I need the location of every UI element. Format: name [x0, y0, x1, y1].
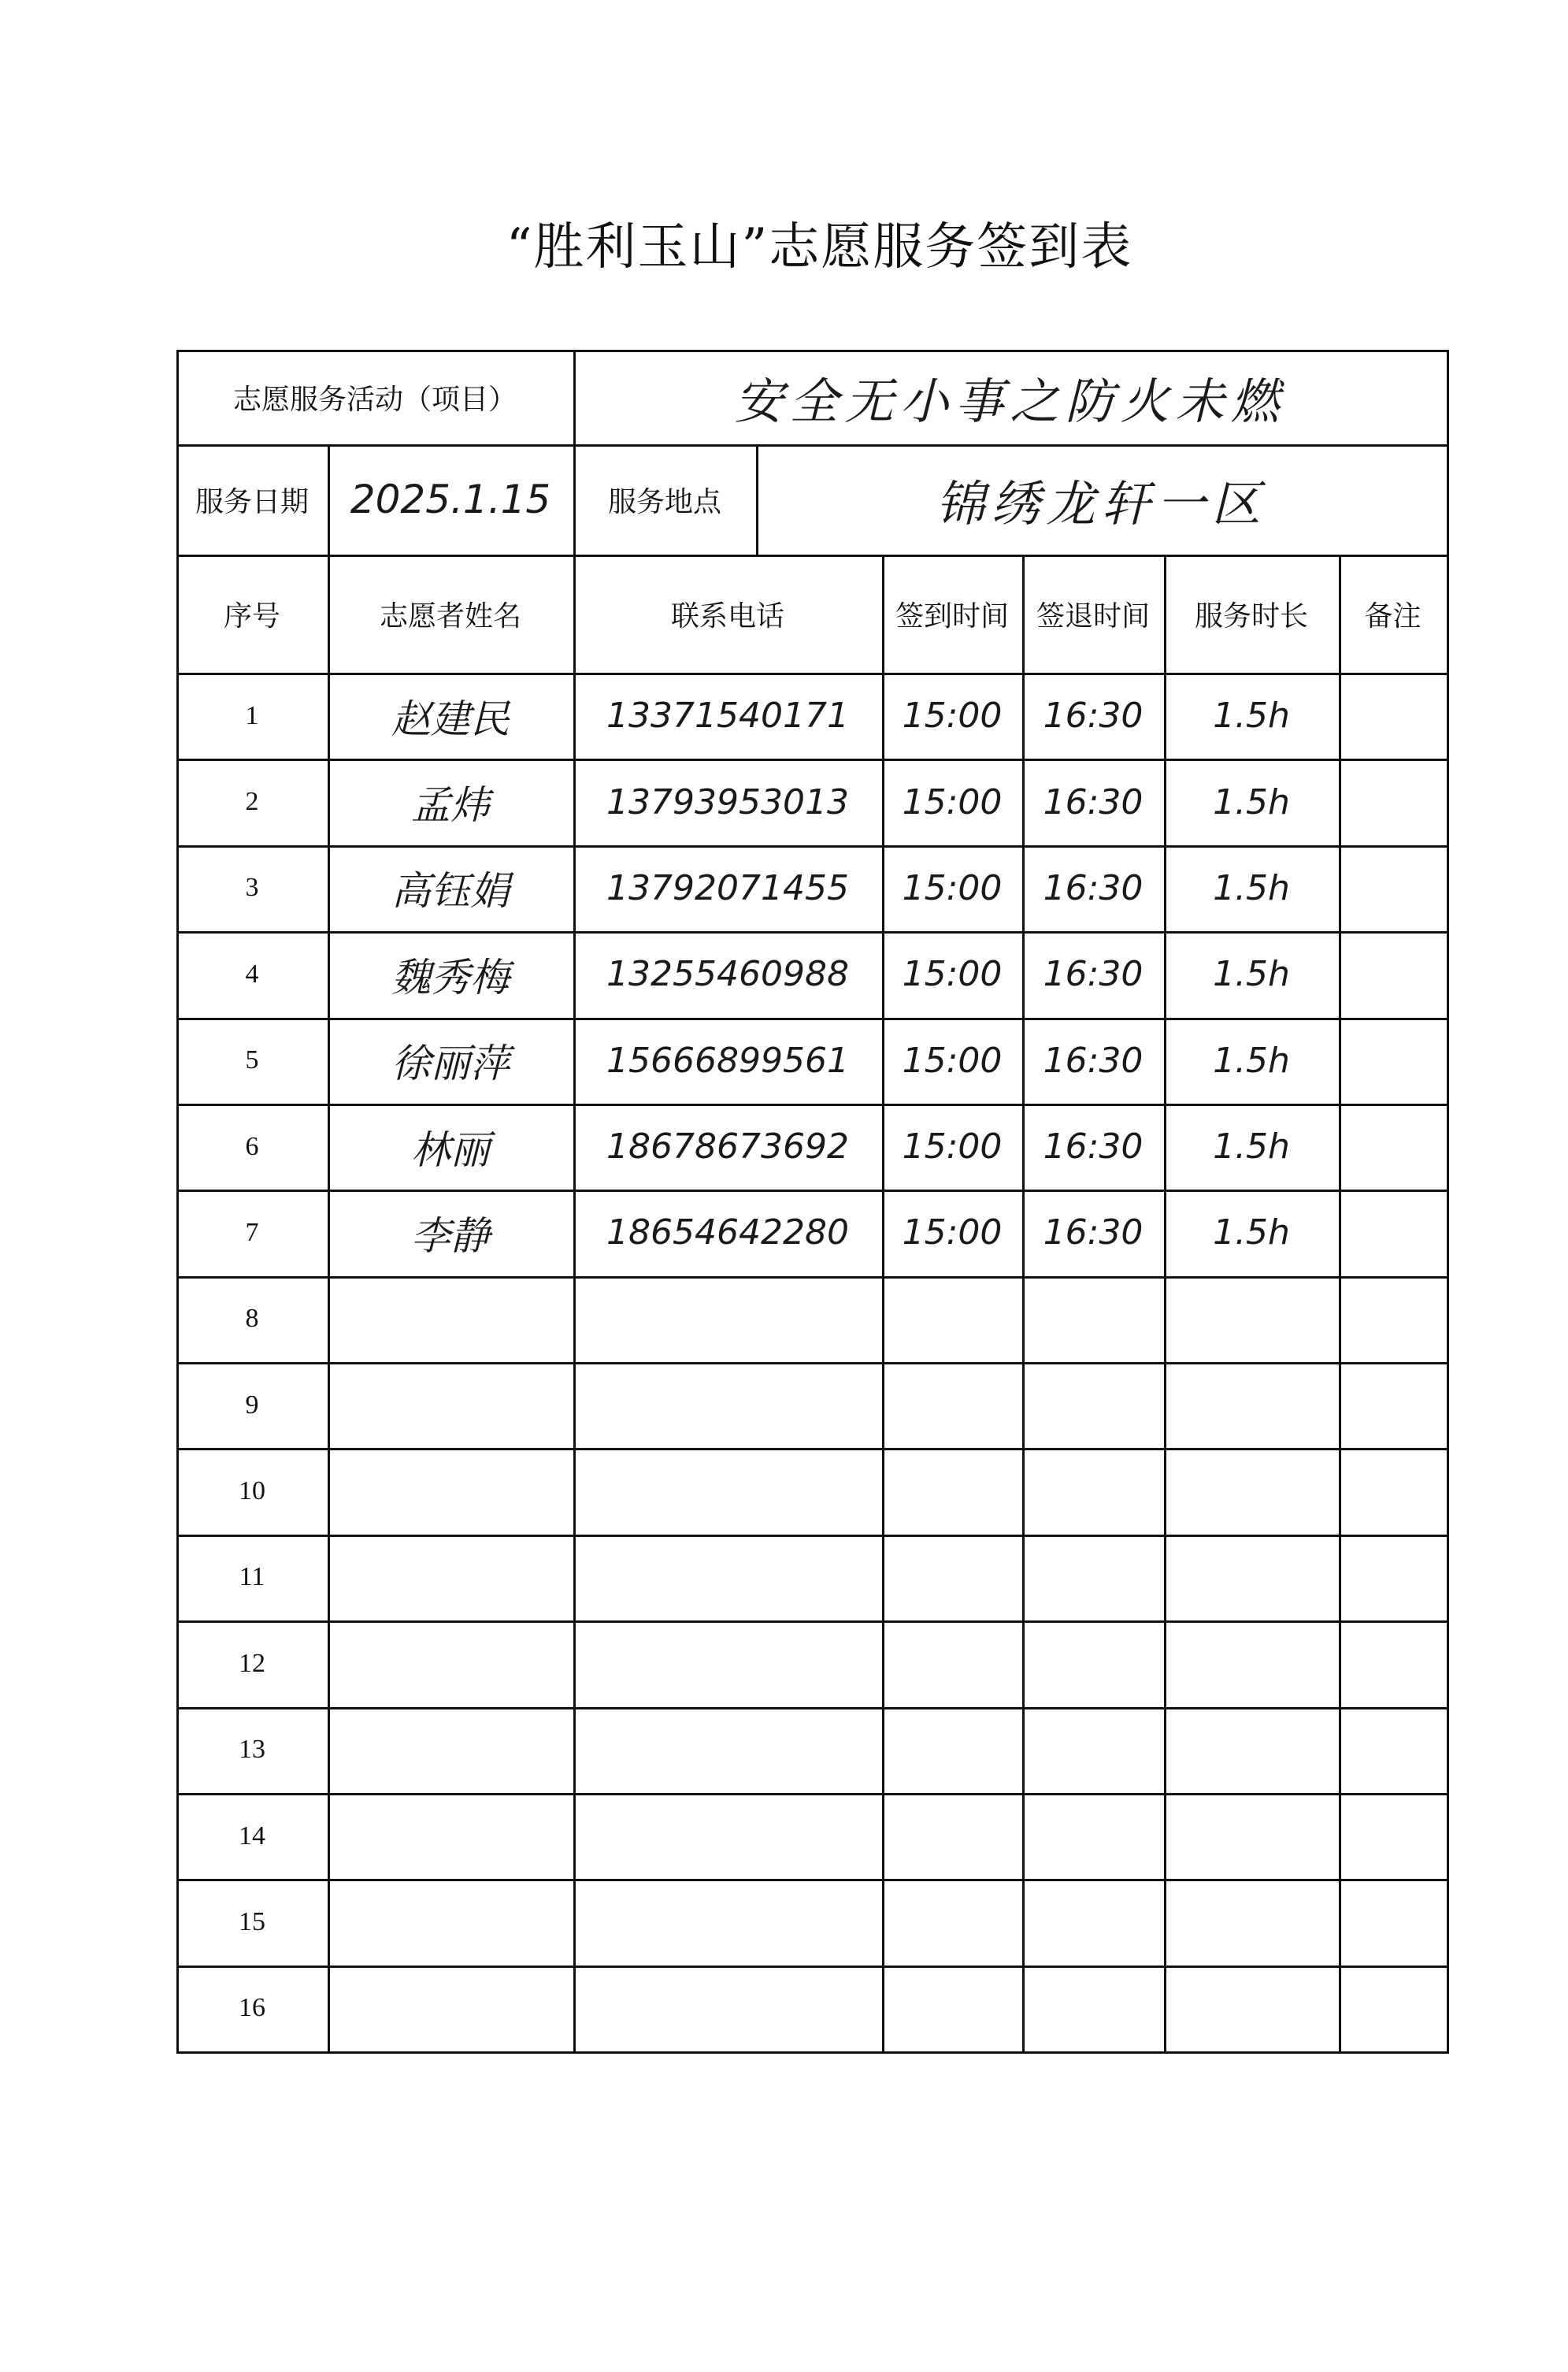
row-no: 11 — [239, 1562, 265, 1592]
row-no: 10 — [239, 1476, 265, 1506]
row-note — [1339, 1448, 1447, 1534]
location-label: 服务地点 — [607, 485, 721, 518]
row-no: 14 — [239, 1821, 265, 1850]
row-note — [1339, 1276, 1447, 1362]
row-service-hours — [1164, 1362, 1339, 1448]
row-note — [1339, 1966, 1447, 2051]
row-divider — [176, 1190, 1447, 1192]
row-phone: 13255460988 — [606, 954, 849, 995]
header-service-hours: 服务时长 — [1194, 599, 1308, 633]
header-name: 志愿者姓名 — [379, 599, 521, 633]
row-service-hours — [1164, 1966, 1339, 2051]
header-note: 备注 — [1364, 599, 1422, 633]
row-name: 林丽 — [411, 1127, 490, 1173]
row-sign-in-time: 15:00 — [902, 867, 1003, 908]
row-divider — [176, 1448, 1447, 1450]
row-service-hours: 1.5h — [1213, 954, 1290, 995]
row-sign-in-time — [882, 1276, 1022, 1362]
column-divider — [573, 555, 576, 2051]
row-note — [1339, 673, 1447, 759]
row-phone — [573, 1966, 882, 2051]
column-divider — [882, 555, 884, 2051]
row-divider — [176, 1104, 1447, 1106]
row-sign-in-time — [882, 1707, 1022, 1793]
activity-value: 安全无小事之防火未燃 — [734, 372, 1286, 430]
row-note — [1339, 1707, 1447, 1793]
row-no: 2 — [245, 787, 259, 817]
row-sign-out-time — [1022, 1966, 1164, 2051]
row-sign-in-time: 15:00 — [902, 1127, 1003, 1167]
row-no: 9 — [245, 1390, 259, 1420]
row-no: 12 — [239, 1648, 265, 1678]
row-sign-in-time — [882, 1793, 1022, 1879]
row-service-hours — [1164, 1448, 1339, 1534]
row-phone: 18654642280 — [606, 1212, 849, 1253]
row-sign-in-time — [882, 1966, 1022, 2051]
row-note — [1339, 1620, 1447, 1706]
row-phone: 18678673692 — [606, 1127, 849, 1167]
header-sign-out-time: 签退时间 — [1036, 599, 1150, 633]
row-sign-out-time — [1022, 1707, 1164, 1793]
row-sign-out-time — [1022, 1448, 1164, 1534]
row-sign-out-time: 16:30 — [1043, 1212, 1144, 1253]
row-name — [328, 1966, 573, 2051]
row-name — [328, 1362, 573, 1448]
row-phone — [573, 1276, 882, 1362]
row-sign-out-time — [1022, 1362, 1164, 1448]
row-service-hours — [1164, 1535, 1339, 1620]
row-service-hours: 1.5h — [1213, 1212, 1290, 1253]
row-sign-in-time — [882, 1879, 1022, 1965]
row-name — [328, 1707, 573, 1793]
row-sign-out-time: 16:30 — [1043, 1040, 1144, 1081]
row-name — [328, 1276, 573, 1362]
row-service-hours: 1.5h — [1213, 1127, 1290, 1167]
row-phone: 13792071455 — [606, 867, 849, 908]
column-divider — [1164, 555, 1166, 2051]
location-value: 锦绣龙轩一区 — [936, 474, 1267, 533]
row-sign-out-time: 16:30 — [1043, 781, 1144, 822]
divider-location-col — [756, 444, 758, 555]
row-phone — [573, 1620, 882, 1706]
row-note — [1339, 1879, 1447, 1965]
row-note — [1339, 1018, 1447, 1104]
column-divider — [1339, 555, 1341, 2051]
header-phone: 联系电话 — [670, 599, 784, 633]
row-divider — [176, 1276, 1447, 1279]
row-sign-out-time: 16:30 — [1043, 954, 1144, 995]
row-service-hours — [1164, 1276, 1339, 1362]
sign-in-sheet — [176, 350, 1447, 2051]
row-service-hours — [1164, 1620, 1339, 1706]
row-sign-in-time — [882, 1448, 1022, 1534]
row-no: 7 — [245, 1217, 259, 1247]
column-divider — [1022, 555, 1025, 2051]
row-divider — [176, 1966, 1447, 1968]
row-service-hours: 1.5h — [1213, 781, 1290, 822]
row-no: 8 — [245, 1304, 259, 1334]
row-phone — [573, 1707, 882, 1793]
row-no: 16 — [239, 1993, 265, 2023]
row-no: 6 — [245, 1131, 259, 1161]
column-divider — [328, 555, 330, 2051]
row-phone — [573, 1362, 882, 1448]
row-sign-out-time — [1022, 1620, 1164, 1706]
row-name — [328, 1535, 573, 1620]
page-title: “胜利玉山”志愿服务签到表 — [506, 218, 1133, 277]
row-name — [328, 1620, 573, 1706]
row-no: 4 — [245, 959, 259, 989]
row-name: 高钰娟 — [391, 868, 510, 915]
row-sign-in-time — [882, 1535, 1022, 1620]
row-note — [1339, 1535, 1447, 1620]
row-sign-in-time — [882, 1362, 1022, 1448]
divider-activity-col — [573, 350, 576, 555]
row-service-hours — [1164, 1879, 1339, 1965]
row-service-hours — [1164, 1793, 1339, 1879]
row-name — [328, 1793, 573, 1879]
row-note — [1339, 1793, 1447, 1879]
row-note — [1339, 1104, 1447, 1190]
row-note — [1339, 845, 1447, 931]
row-name — [328, 1448, 573, 1534]
row-note — [1339, 759, 1447, 844]
row-name: 赵建民 — [391, 696, 510, 742]
row-sign-out-time — [1022, 1276, 1164, 1362]
border-right — [1447, 350, 1449, 2054]
row-no: 1 — [245, 700, 259, 730]
row-name: 李静 — [411, 1212, 490, 1259]
row-divider — [176, 1879, 1447, 1881]
row-phone — [573, 1535, 882, 1620]
row-sign-out-time: 16:30 — [1043, 696, 1144, 737]
row-note — [1339, 1362, 1447, 1448]
row-phone: 13371540171 — [606, 696, 849, 737]
row-divider — [176, 845, 1447, 848]
row-service-hours: 1.5h — [1213, 1040, 1290, 1081]
row-divider — [176, 759, 1447, 761]
row-sign-in-time — [882, 1620, 1022, 1706]
row-divider — [176, 1362, 1447, 1364]
row-divider — [176, 1535, 1447, 1537]
row-service-hours — [1164, 1707, 1339, 1793]
row-phone — [573, 1793, 882, 1879]
divider-activity — [176, 444, 1447, 447]
row-service-hours: 1.5h — [1213, 867, 1290, 908]
row-name: 魏秀梅 — [391, 954, 510, 1000]
row-divider — [176, 1620, 1447, 1623]
row-phone: 15666899561 — [606, 1040, 849, 1081]
row-phone — [573, 1448, 882, 1534]
row-no: 5 — [245, 1045, 259, 1075]
date-value: 2025.1.15 — [350, 477, 551, 522]
divider-date — [176, 555, 1447, 557]
header-no: 序号 — [223, 599, 280, 633]
row-divider — [176, 1793, 1447, 1795]
row-sign-in-time: 15:00 — [902, 1040, 1003, 1081]
header-sign-in-time: 签到时间 — [895, 599, 1009, 633]
row-sign-out-time: 16:30 — [1043, 867, 1144, 908]
row-divider — [176, 931, 1447, 934]
row-name — [328, 1879, 573, 1965]
row-no: 15 — [239, 1906, 265, 1936]
border-bottom — [176, 2051, 1447, 2054]
border-top — [176, 350, 1447, 352]
row-name: 孟炜 — [411, 782, 490, 829]
row-divider — [176, 1018, 1447, 1020]
row-sign-out-time — [1022, 1793, 1164, 1879]
row-no: 13 — [239, 1735, 265, 1765]
row-divider — [176, 1707, 1447, 1709]
row-sign-out-time: 16:30 — [1043, 1127, 1144, 1167]
row-service-hours: 1.5h — [1213, 696, 1290, 737]
row-phone — [573, 1879, 882, 1965]
row-no: 3 — [245, 873, 259, 903]
activity-label: 志愿服务活动（项目） — [232, 383, 517, 416]
row-name: 徐丽萍 — [391, 1041, 510, 1087]
row-sign-out-time — [1022, 1879, 1164, 1965]
row-sign-in-time: 15:00 — [902, 696, 1003, 737]
divider-date-col — [328, 444, 330, 555]
row-phone: 13793953013 — [606, 781, 849, 822]
row-sign-in-time: 15:00 — [902, 954, 1003, 995]
row-sign-out-time — [1022, 1535, 1164, 1620]
row-note — [1339, 1190, 1447, 1275]
row-note — [1339, 931, 1447, 1017]
date-label: 服务日期 — [195, 485, 309, 518]
row-sign-in-time: 15:00 — [902, 781, 1003, 822]
row-sign-in-time: 15:00 — [902, 1212, 1003, 1253]
